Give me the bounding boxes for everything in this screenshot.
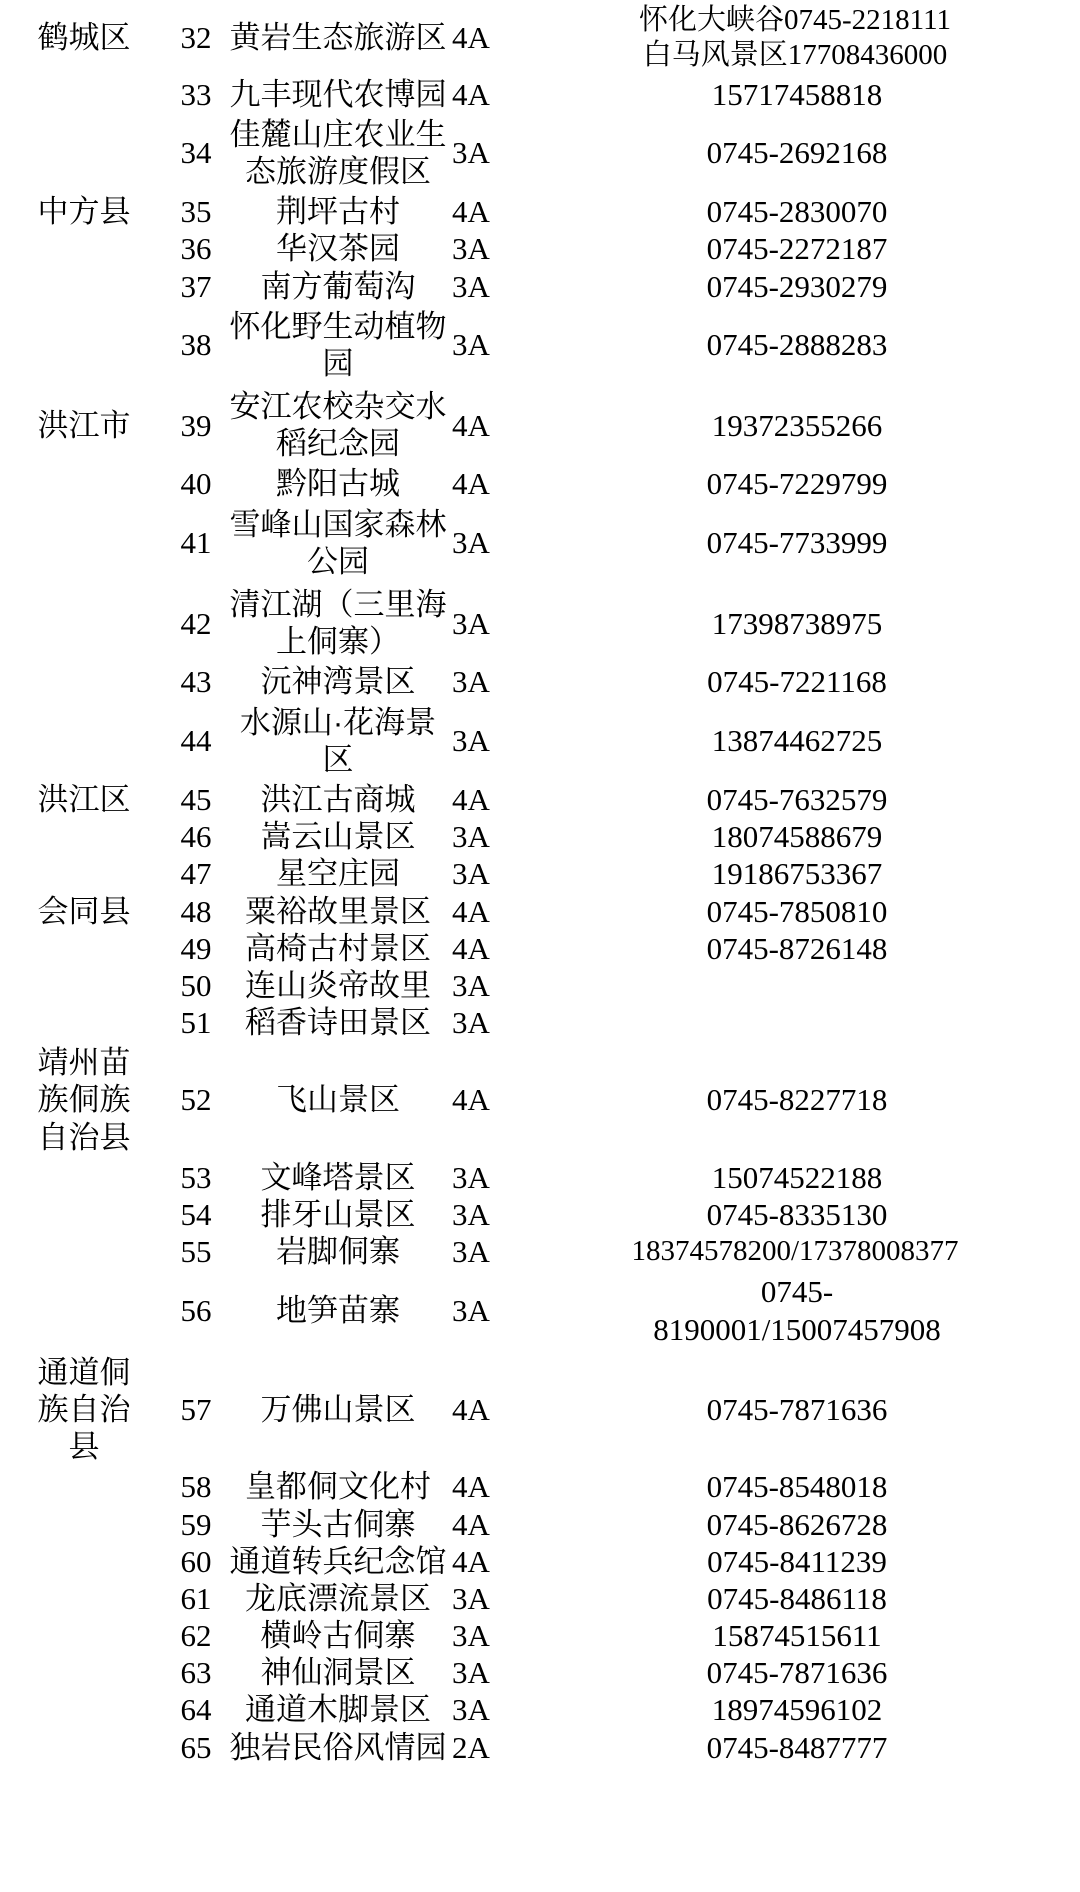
table-row: [0, 193, 1080, 230]
cell-district: [0, 1351, 168, 1469]
cell-level-badge: 4A: [452, 466, 490, 502]
cell-scenic-name: [224, 1691, 452, 1728]
scenic-name-line: 稻纪念园: [276, 426, 400, 462]
phone-line: 19186753367: [711, 856, 883, 892]
cell-phone: [514, 113, 1080, 193]
phone-line: 0745-2888283: [706, 327, 888, 363]
table-row: [0, 583, 1080, 663]
scenic-name-line: 园: [322, 345, 354, 381]
scenic-name-line: 高椅古村景区: [245, 930, 431, 966]
table-row: [0, 465, 1080, 502]
cell-level-badge: 3A: [452, 605, 490, 641]
cell-level-badge: 4A: [452, 1391, 490, 1427]
cell-district: [0, 305, 168, 385]
district-line: 县: [68, 1429, 100, 1465]
cell-district: [0, 893, 168, 930]
cell-scenic-name: [224, 1468, 452, 1505]
table-row: [0, 1351, 1080, 1469]
table-row: [0, 268, 1080, 305]
cell-index: 49: [180, 930, 212, 966]
cell-phone: [514, 465, 1080, 502]
cell-district: [0, 1580, 168, 1617]
phone-line: 0745-8487777: [706, 1729, 888, 1765]
cell-phone: [514, 1468, 1080, 1505]
cell-district: [0, 1543, 168, 1580]
cell-phone: [514, 1580, 1080, 1617]
cell-scenic-name: [224, 268, 452, 305]
cell-scenic-name: [224, 1729, 452, 1766]
phone-line: 15717458818: [711, 76, 883, 112]
cell-level-badge: 4A: [452, 930, 490, 966]
phone-line: 白马风景区17708436000: [642, 38, 948, 71]
phone-line: 15074522188: [711, 1159, 883, 1195]
district-line: 族侗族: [37, 1082, 131, 1118]
scenic-name-line: 通道转兵纪念馆: [229, 1543, 447, 1579]
scenic-name-line: 嵩云山景区: [260, 819, 416, 855]
scenic-name-line: 黄岩生态旅游区: [229, 20, 447, 56]
cell-phone: [514, 1233, 1080, 1270]
cell-index: 42: [180, 605, 212, 641]
cell-index: 64: [180, 1692, 212, 1728]
cell-district: [0, 76, 168, 113]
cell-scenic-name: [224, 1270, 452, 1350]
phone-line: 怀化大峡谷0745-2218111: [638, 4, 951, 36]
phone-line: 8190001/15007457908: [653, 1311, 941, 1347]
cell-level-badge: 4A: [452, 1543, 490, 1579]
phone-line: 0745-8626728: [706, 1506, 888, 1542]
cell-district: [0, 193, 168, 230]
table-row: [0, 230, 1080, 267]
cell-phone: [514, 193, 1080, 230]
phone-line: 0745-2692168: [706, 135, 888, 171]
phone-line: 0745-7733999: [706, 525, 888, 561]
cell-phone: [514, 1041, 1080, 1159]
phone-line: 0745-7850810: [706, 893, 888, 929]
scenic-name-line: 岩脚侗寨: [276, 1234, 400, 1270]
scenic-name-line: 连山炎帝故里: [245, 967, 431, 1003]
cell-phone: [514, 1159, 1080, 1196]
cell-phone: [514, 1617, 1080, 1654]
cell-phone: [514, 967, 1080, 1004]
phone-line: 18974596102: [711, 1692, 883, 1728]
cell-index: 37: [180, 268, 212, 304]
cell-phone: [514, 1351, 1080, 1469]
cell-district: [0, 268, 168, 305]
cell-district: [0, 113, 168, 193]
cell-phone: [514, 1691, 1080, 1728]
cell-level-badge: 2A: [452, 1729, 490, 1765]
cell-level-badge: 3A: [452, 1197, 490, 1233]
cell-scenic-name: [224, 1506, 452, 1543]
cell-index: 59: [180, 1506, 212, 1542]
cell-index: 44: [180, 723, 212, 759]
cell-index: 39: [180, 407, 212, 443]
table-row: [0, 385, 1080, 465]
table-row: [0, 1004, 1080, 1041]
scenic-name-line: 横岭古侗寨: [260, 1618, 416, 1654]
phone-line: 0745-8227718: [706, 1082, 888, 1118]
cell-district: [0, 230, 168, 267]
cell-scenic-name: [224, 1196, 452, 1233]
cell-scenic-name: [224, 1617, 452, 1654]
district-line: 自治县: [37, 1119, 131, 1155]
cell-district: [0, 1617, 168, 1654]
scenic-name-line: 皇都侗文化村: [245, 1469, 431, 1505]
table-row: [0, 663, 1080, 700]
cell-index: 63: [180, 1655, 212, 1691]
table-row: [0, 0, 1080, 76]
cell-index: 46: [180, 819, 212, 855]
table-row: [0, 701, 1080, 781]
cell-index: 35: [180, 194, 212, 230]
table-row: [0, 76, 1080, 113]
cell-phone: [514, 1270, 1080, 1350]
cell-index: 43: [180, 664, 212, 700]
cell-phone: [514, 893, 1080, 930]
cell-phone: [514, 663, 1080, 700]
cell-phone: [514, 76, 1080, 113]
cell-scenic-name: [224, 230, 452, 267]
cell-level-badge: 4A: [452, 1506, 490, 1542]
cell-index: 65: [180, 1729, 212, 1765]
table-row: [0, 967, 1080, 1004]
phone-line: 0745-8726148: [706, 930, 888, 966]
scenic-name-line: 水源山·花海景: [239, 704, 437, 740]
district-line: 族自治: [37, 1391, 131, 1427]
cell-level-badge: 4A: [452, 1469, 490, 1505]
cell-scenic-name: [224, 1654, 452, 1691]
scenic-name-line: 公园: [307, 543, 369, 579]
cell-index: 51: [180, 1005, 212, 1041]
scenic-name-line: 独岩民俗风情园: [229, 1729, 447, 1765]
cell-scenic-name: [224, 76, 452, 113]
cell-district: [0, 503, 168, 583]
table-row: [0, 1041, 1080, 1159]
cell-district: [0, 583, 168, 663]
phone-line: 15874515611: [712, 1618, 882, 1654]
phone-line: 0745-7871636: [706, 1655, 888, 1691]
cell-index: 58: [180, 1469, 212, 1505]
district-line: 鹤城区: [37, 20, 131, 56]
cell-level-badge: 3A: [452, 525, 490, 561]
table-row: [0, 781, 1080, 818]
phone-line: 0745-7632579: [706, 781, 888, 817]
table-row: [0, 1506, 1080, 1543]
table-row: [0, 1654, 1080, 1691]
cell-scenic-name: [224, 1004, 452, 1041]
district-line: 洪江区: [37, 781, 131, 817]
cell-level-badge: 4A: [452, 76, 490, 112]
cell-phone: [514, 818, 1080, 855]
cell-level-badge: 4A: [452, 407, 490, 443]
cell-level-badge: 4A: [452, 893, 490, 929]
phone-line: 18074588679: [711, 819, 883, 855]
table-row: [0, 113, 1080, 193]
cell-index: 38: [180, 327, 212, 363]
cell-index: 36: [180, 231, 212, 267]
cell-phone: [514, 1543, 1080, 1580]
district-line: 靖州苗: [37, 1045, 131, 1081]
table-row: [0, 1543, 1080, 1580]
cell-index: 34: [180, 135, 212, 171]
cell-index: 47: [180, 856, 212, 892]
cell-district: [0, 385, 168, 465]
cell-level-badge: 4A: [452, 194, 490, 230]
phone-line: 0745-8411239: [707, 1543, 887, 1579]
phone-line: 13874462725: [711, 723, 883, 759]
phone-line: 17398738975: [711, 605, 883, 641]
phone-line: 0745-8486118: [707, 1580, 887, 1616]
table-row: [0, 818, 1080, 855]
phone-line: 19372355266: [711, 407, 883, 443]
cell-phone: [514, 305, 1080, 385]
cell-level-badge: 3A: [452, 856, 490, 892]
scenic-name-line: 龙底漂流景区: [245, 1580, 431, 1616]
cell-district: [0, 1196, 168, 1233]
scenic-name-line: 粟裕故里景区: [245, 893, 431, 929]
cell-phone: [514, 583, 1080, 663]
cell-district: [0, 663, 168, 700]
district-line: 中方县: [37, 194, 131, 230]
cell-index: 52: [180, 1082, 212, 1118]
cell-level-badge: 3A: [452, 819, 490, 855]
cell-district: [0, 1729, 168, 1766]
scenic-name-line: 区: [322, 741, 354, 777]
cell-level-badge: 3A: [452, 664, 490, 700]
scenic-name-line: 排牙山景区: [260, 1197, 416, 1233]
phone-line: 0745-2830070: [706, 194, 888, 230]
cell-scenic-name: [224, 663, 452, 700]
cell-level-badge: 3A: [452, 1293, 490, 1328]
phone-line: 0745-2272187: [706, 231, 888, 267]
table-row: [0, 1233, 1080, 1270]
cell-index: 33: [180, 76, 212, 112]
cell-level-badge: 3A: [452, 1580, 490, 1616]
cell-level-badge: 3A: [452, 135, 490, 171]
scenic-name-line: 上侗寨）: [276, 624, 400, 660]
scenic-name-line: 安江农校杂交水: [229, 389, 447, 425]
cell-district: [0, 1233, 168, 1270]
cell-level-badge: 3A: [452, 1005, 490, 1041]
cell-phone: [514, 268, 1080, 305]
cell-level-badge: 4A: [452, 1082, 490, 1118]
scenic-name-line: 飞山景区: [276, 1082, 400, 1118]
cell-scenic-name: [224, 0, 452, 76]
cell-index: 56: [180, 1293, 212, 1328]
cell-district: [0, 1654, 168, 1691]
cell-scenic-name: [224, 818, 452, 855]
cell-phone: [514, 0, 1080, 76]
cell-district: [0, 1506, 168, 1543]
cell-level-badge: 3A: [452, 1234, 490, 1270]
table-row: [0, 930, 1080, 967]
scenic-name-line: 芋头古侗寨: [260, 1506, 416, 1542]
cell-district: [0, 1041, 168, 1159]
scenic-name-line: 九丰现代农博园: [229, 76, 447, 112]
phone-line: 0745-7221168: [707, 664, 887, 700]
scenic-name-line: 万佛山景区: [260, 1391, 416, 1427]
cell-phone: [514, 701, 1080, 781]
cell-scenic-name: [224, 893, 452, 930]
phone-line: 0745-7229799: [706, 466, 888, 502]
cell-district: [0, 1159, 168, 1196]
cell-level-badge: 3A: [452, 1655, 490, 1691]
cell-scenic-name: [224, 1159, 452, 1196]
cell-scenic-name: [224, 503, 452, 583]
table-row: [0, 1159, 1080, 1196]
scenic-name-line: 黔阳古城: [276, 466, 400, 502]
cell-scenic-name: [224, 1543, 452, 1580]
cell-index: 54: [180, 1197, 212, 1233]
cell-scenic-name: [224, 930, 452, 967]
cell-phone: [514, 385, 1080, 465]
cell-level-badge: 3A: [452, 1618, 490, 1654]
scenic-name-line: 态旅游度假区: [245, 153, 431, 189]
cell-scenic-name: [224, 305, 452, 385]
cell-index: 45: [180, 781, 212, 817]
cell-index: 62: [180, 1618, 212, 1654]
cell-phone: [514, 1004, 1080, 1041]
scenic-name-line: 稻香诗田景区: [245, 1005, 431, 1041]
scenic-name-line: 雪峰山国家森林: [229, 506, 447, 542]
scenic-name-line: 华汉茶园: [276, 231, 400, 267]
cell-index: 32: [180, 20, 212, 56]
table-row: [0, 1580, 1080, 1617]
cell-district: [0, 701, 168, 781]
cell-scenic-name: [224, 193, 452, 230]
table-row: [0, 1270, 1080, 1350]
cell-district: [0, 1468, 168, 1505]
cell-index: 55: [180, 1234, 212, 1270]
cell-district: [0, 855, 168, 892]
scenic-name-line: 神仙洞景区: [260, 1655, 416, 1691]
cell-scenic-name: [224, 855, 452, 892]
district-line: 洪江市: [37, 407, 131, 443]
scenic-name-line: 地笋苗寨: [276, 1293, 400, 1328]
table-row: [0, 1729, 1080, 1766]
cell-level-badge: 4A: [452, 781, 490, 817]
cell-phone: [514, 1729, 1080, 1766]
phone-line: 0745-: [760, 1274, 834, 1310]
cell-district: [0, 781, 168, 818]
cell-scenic-name: [224, 1580, 452, 1617]
cell-scenic-name: [224, 583, 452, 663]
scenic-name-line: 洪江古商城: [260, 781, 416, 817]
table-row: [0, 893, 1080, 930]
table-row: [0, 1196, 1080, 1233]
cell-level-badge: 3A: [452, 327, 490, 363]
phone-line: 0745-2930279: [706, 268, 888, 304]
table-row: [0, 855, 1080, 892]
scenic-name-line: 南方葡萄沟: [260, 268, 416, 304]
cell-phone: [514, 1654, 1080, 1691]
cell-level-badge: 3A: [452, 231, 490, 267]
cell-phone: [514, 1196, 1080, 1233]
cell-scenic-name: [224, 781, 452, 818]
cell-scenic-name: [224, 385, 452, 465]
cell-index: 50: [180, 967, 212, 1003]
cell-phone: [514, 930, 1080, 967]
cell-phone: [514, 230, 1080, 267]
cell-index: 41: [180, 525, 212, 561]
cell-phone: [514, 855, 1080, 892]
cell-index: 48: [180, 893, 212, 929]
cell-level-badge: 3A: [452, 1692, 490, 1728]
cell-district: [0, 818, 168, 855]
table-row: [0, 1691, 1080, 1728]
scenic-name-line: 星空庄园: [276, 856, 400, 892]
cell-level-badge: 4A: [452, 20, 490, 56]
scenic-name-line: 文峰塔景区: [260, 1159, 416, 1195]
cell-level-badge: 3A: [452, 1159, 490, 1195]
cell-index: 40: [180, 466, 212, 502]
phone-line: 0745-8335130: [706, 1197, 888, 1233]
cell-phone: [514, 503, 1080, 583]
phone-line: 18374578200/17378008377: [631, 1235, 959, 1268]
cell-scenic-name: [224, 465, 452, 502]
scenic-name-line: 荆坪古村: [276, 194, 400, 230]
scenic-name-line: 清江湖（三里海: [229, 587, 447, 623]
cell-district: [0, 930, 168, 967]
phone-line: 0745-7871636: [706, 1391, 888, 1427]
cell-scenic-name: [224, 1041, 452, 1159]
cell-district: [0, 1004, 168, 1041]
cell-index: 53: [180, 1159, 212, 1195]
cell-index: 57: [180, 1391, 212, 1427]
cell-scenic-name: [224, 701, 452, 781]
cell-district: [0, 1691, 168, 1728]
cell-index: 61: [180, 1580, 212, 1616]
cell-level-badge: 3A: [452, 723, 490, 759]
table-row: [0, 305, 1080, 385]
table-row: [0, 1617, 1080, 1654]
cell-scenic-name: [224, 113, 452, 193]
district-line: 会同县: [37, 893, 131, 929]
phone-line: 0745-8548018: [706, 1469, 888, 1505]
cell-level-badge: 3A: [452, 967, 490, 1003]
cell-index: 60: [180, 1543, 212, 1579]
scenic-name-line: 佳麓山庄农业生: [229, 116, 447, 152]
cell-district: [0, 1270, 168, 1350]
scenic-name-line: 怀化野生动植物: [229, 308, 447, 344]
scenic-name-line: 通道木脚景区: [245, 1692, 431, 1728]
cell-district: [0, 465, 168, 502]
scenic-name-line: 沅神湾景区: [260, 664, 416, 700]
cell-phone: [514, 1506, 1080, 1543]
cell-scenic-name: [224, 1233, 452, 1270]
cell-level-badge: 3A: [452, 268, 490, 304]
district-line: 通道侗: [37, 1354, 131, 1390]
cell-scenic-name: [224, 967, 452, 1004]
cell-phone: [514, 781, 1080, 818]
table-row: [0, 503, 1080, 583]
cell-scenic-name: [224, 1351, 452, 1469]
table-row: [0, 1468, 1080, 1505]
cell-district: [0, 0, 168, 76]
cell-district: [0, 967, 168, 1004]
